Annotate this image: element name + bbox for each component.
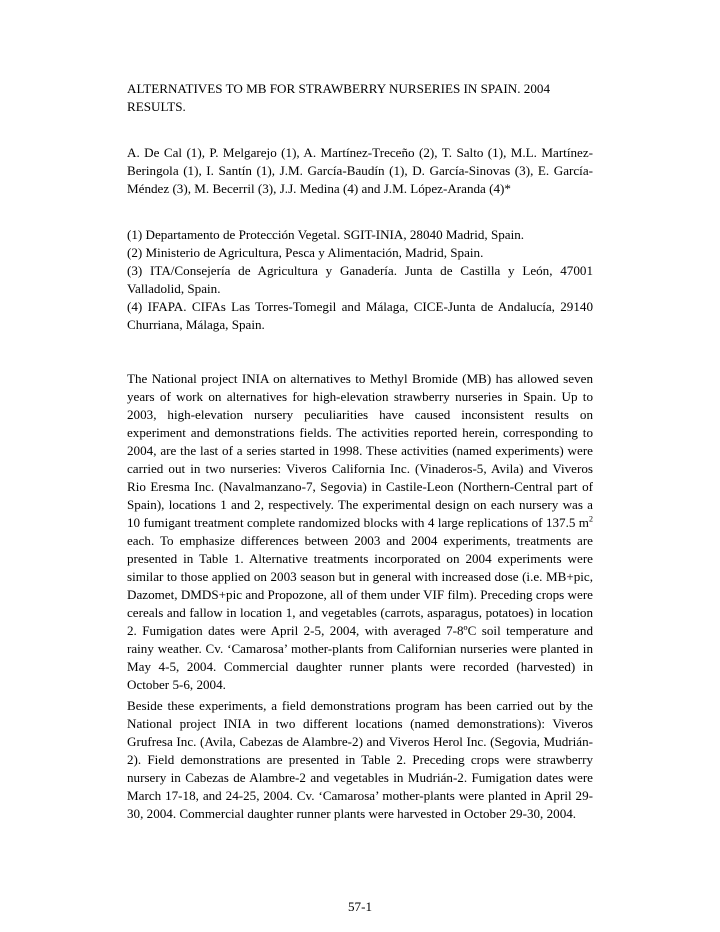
paper-title: ALTERNATIVES TO MB FOR STRAWBERRY NURSERIES IN SPAIN. 2004 RESULTS. [127, 81, 550, 114]
affiliation-list [127, 226, 593, 334]
paragraph-1-part-1: The National project INIA on alternatives to Methyl Bromide (MB) has allowed seven years of work on alternatives for high-elevation strawberry nurseries in Spain. Up to 2003, high-elevation nursery peculiarities have caused inconsistent results on experiment and demonstrations fields. The activities reported herein, corresponding to 2004, are the last of a series started in 1998. These activities (named experiments) were carried out in two nurseries: Viveros California Inc. (Vinaderos-5, Avila) and Viveros Rio Eresma Inc. (Navalmanzano-7, Segovia) in Castile-Leon (Northern-Central part of Spain), locations 1 and 2, respectively. The experimental design on each nursery was a 10 fumigant treatment complete randomized blocks with 4 large replications of 137.5 m [127, 371, 593, 530]
affiliation-1: (1) Departamento de Protección Vegetal. SGIT-INIA, 28040 Madrid, Spain. [127, 227, 525, 242]
superscript-2: 2 [589, 514, 593, 524]
affiliation-4: (4) IFAPA. CIFAs Las Torres-Tomegil and Málaga, CICE-Junta de Andalucía, 29140 Churriana, Málaga, Spain. [127, 299, 593, 332]
affiliation-2: (2) Ministerio de Agricultura, Pesca y Alimentación, Madrid, Spain. [127, 245, 484, 260]
paragraph-1-part-2: each. To emphasize differences between 2003 and 2004 experiments, treatments are presented in Table 1. Alternative treatments incorporated on 2004 experiments were similar to those applied on 2003 season but in general with increased dose (i.e. MB+pic, Dazomet, DMDS+pic and Propozone, all of them under VIF film). Preceding crops were cereals and fallow in location 1, and vegetables (carrots, asparagus, potatoes) in location 2. Fumigation dates were April 2-5, 2004, with averaged 7-8ºC soil temperature and rainy weather. Cv. ‘Camarosa’ mother-plants from Californian nurseries were planted in May 4-5, 2004. Commercial daughter runner plants were recorded (harvested) in October 5-6, 2004. [127, 533, 593, 692]
author-list: A. De Cal (1), P. Melgarejo (1), A. Martínez-Treceño (2), T. Salto (1), M.L. Martínez-Beringola (1), I. Santín (1), J.M. García-Baudín (1), D. García-Sinovas (3), E. García-Méndez (3), M. Becerril (3), J.J. Medina (4) and J.M. López-Aranda (4)* [127, 145, 593, 196]
body-paragraph-2: Beside these experiments, a field demonstrations program has been carried out by the National project INIA in two different locations (named demonstrations): Viveros Grufresa Inc. (Avila, Cabezas de Alambre-2) and Viveros Herol Inc. (Segovia, Mudrián-2). Field demonstrations are presented in Table 2. Preceding crops were strawberry nursery in Cabezas de Alambre-2 and vegetables in Mudrián-2. Fumigation dates were March 17-18, and 24-25, 2004. Cv. ‘Camarosa’ mother-plants were planted in April 29-30, 2004. Commercial daughter runner plants were harvested in October 29-30, 2004. [127, 698, 593, 821]
page-number: 57-1 [347, 899, 372, 914]
body-paragraph-1 [127, 370, 593, 694]
affiliation-3: (3) ITA/Consejería de Agricultura y Ganadería. Junta de Castilla y León, 47001 Valladolid, Spain. [127, 263, 593, 296]
